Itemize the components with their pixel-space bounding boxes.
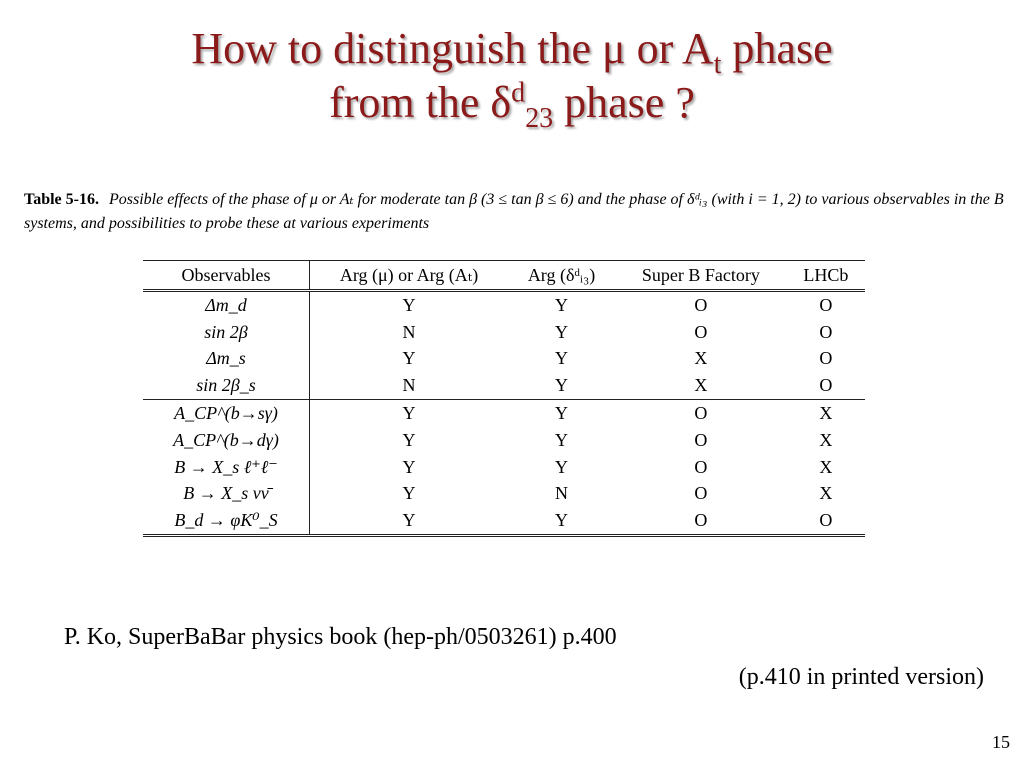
observable-cell: sin 2β (143, 319, 310, 346)
lhcb-cell: O (819, 321, 833, 342)
lhcb-cell: O (819, 375, 833, 396)
arg-delta-cell: Y (555, 429, 569, 450)
table-caption-text: Possible effects of the phase of μ or Aₜ for moderate tan β (3 ≤ tan β ≤ 6) and the phase of δᵈᵢ₃ (with i = 1, 2) to various observables in the B systems, and possibilities to probe these at various experiments (24, 191, 1004, 232)
arg-mu-cell: Y (402, 483, 416, 504)
table-label: Table 5-16. (24, 191, 99, 208)
arg-mu-cell: Y (402, 294, 416, 315)
observable-cell: Δm_d (143, 291, 310, 319)
lhcb-cell: X (819, 429, 833, 450)
observable-cell: A_CP^(b→sγ) (143, 400, 310, 427)
title-line1-text: How to distinguish the μ or A (191, 24, 714, 73)
super-b-cell: O (694, 294, 708, 315)
arg-mu-cell: Y (310, 507, 509, 535)
table-row (143, 346, 865, 373)
lhcb-cell: O (787, 507, 865, 535)
slide-title (0, 22, 1024, 134)
arg-delta-cell: N (555, 483, 569, 504)
observable-cell: Δm_s (143, 346, 310, 373)
observable-cell: A_CP^(b→dγ) (143, 427, 310, 454)
arg-mu-cell: Y (402, 456, 416, 477)
super-b-cell: X (694, 375, 708, 396)
arg-mu-cell: N (402, 375, 416, 396)
table-row (143, 507, 865, 535)
reference-line-1: P. Ko, SuperBaBar physics book (hep-ph/0503261) p.400 (64, 624, 617, 650)
table-row (143, 400, 865, 427)
arg-delta-cell: Y (555, 348, 569, 369)
super-b-cell: O (694, 321, 708, 342)
super-b-cell: O (694, 429, 708, 450)
title-line2-end: phase ? (553, 78, 695, 127)
title-line2-superscript: d (511, 77, 526, 109)
arg-delta-cell: Y (508, 507, 615, 535)
title-line2-text: from the δ (329, 78, 512, 127)
page-number: 15 (992, 732, 1010, 752)
observable-cell: sin 2β_s (143, 372, 310, 399)
arg-delta-cell: Y (508, 400, 615, 427)
arg-mu-cell: Y (402, 429, 416, 450)
table-row (143, 372, 865, 399)
arg-delta-cell: Y (555, 321, 569, 342)
table-row (143, 454, 865, 481)
header-arg-mu: Arg (μ) or Arg (Aₜ) (310, 261, 509, 291)
super-b-cell: O (694, 456, 708, 477)
header-arg-delta: Arg (δᵈᵢ₃) (508, 261, 615, 291)
lhcb-cell: X (819, 456, 833, 477)
observables-table (143, 260, 865, 537)
lhcb-cell: X (787, 400, 865, 427)
arg-mu-cell: N (402, 321, 416, 342)
title-line-2 (0, 76, 1024, 134)
header-lhcb: LHCb (787, 261, 865, 291)
arg-delta-cell: Y (555, 456, 569, 477)
super-b-cell: O (615, 400, 787, 427)
lhcb-cell: X (819, 483, 833, 504)
arg-mu-cell: Y (402, 348, 416, 369)
arg-delta-cell: Y (555, 294, 569, 315)
table-caption (24, 188, 1004, 236)
header-super-b-factory: Super B Factory (615, 261, 787, 291)
table-row (143, 481, 865, 508)
super-b-cell: X (694, 348, 708, 369)
title-line1-end: phase (721, 24, 833, 73)
table-row (143, 291, 865, 319)
observable-cell: B → X_s νν̄ (143, 481, 310, 508)
reference-line-2: (p.410 in printed version) (738, 664, 984, 690)
observable-cell: B_d → φK⁰_S (143, 507, 310, 535)
table-row (143, 319, 865, 346)
table-row (143, 427, 865, 454)
super-b-cell: O (694, 483, 708, 504)
arg-delta-cell: Y (555, 375, 569, 396)
lhcb-cell: O (819, 294, 833, 315)
observable-cell: B → X_s ℓ⁺ℓ⁻ (143, 454, 310, 481)
title-line-1 (0, 22, 1024, 80)
header-observables: Observables (143, 261, 310, 291)
title-line1-subscript: t (713, 48, 722, 80)
title-line2-subscript: 23 (525, 102, 554, 134)
lhcb-cell: O (819, 348, 833, 369)
table-header-row (143, 261, 865, 291)
arg-mu-cell: Y (310, 400, 509, 427)
super-b-cell: O (615, 507, 787, 535)
